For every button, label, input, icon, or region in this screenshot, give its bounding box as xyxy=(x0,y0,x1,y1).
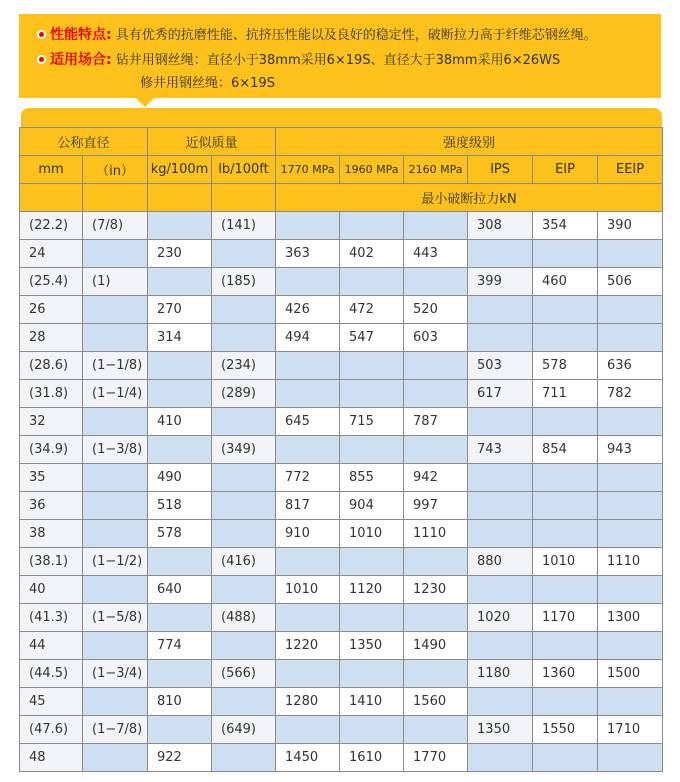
cell-grade-2160: 942 xyxy=(404,464,468,492)
cell-grade-2160 xyxy=(404,716,468,744)
cell-force-eeip xyxy=(598,688,663,716)
cell-grade-1770: 363 xyxy=(276,240,340,268)
application-text-workover: 修井用钢丝绳：6×19S xyxy=(140,76,275,91)
cell-mass-lb: (141) xyxy=(212,212,276,240)
cell-force-eeip: 636 xyxy=(598,352,663,380)
cell-force-ips: 617 xyxy=(468,380,533,408)
cell-force-ips: 308 xyxy=(468,212,533,240)
cell-diameter-mm: 38 xyxy=(20,520,83,548)
cell-force-eeip: 1110 xyxy=(598,548,663,576)
cell-grade-1770 xyxy=(276,660,340,688)
cell-diameter-in: (1−5/8) xyxy=(83,604,148,632)
cell-force-eeip: 390 xyxy=(598,212,663,240)
cell-mass-lb: (416) xyxy=(212,548,276,576)
header-kg: kg/100m xyxy=(148,156,212,184)
cell-force-eip xyxy=(533,296,598,324)
table-row xyxy=(20,296,663,324)
header-grade: 强度级别 xyxy=(276,128,663,156)
cell-grade-2160: 520 xyxy=(404,296,468,324)
cell-mass-lb: (649) xyxy=(212,716,276,744)
cell-grade-1960: 904 xyxy=(340,492,404,520)
cell-grade-1960: 547 xyxy=(340,324,404,352)
cell-mass-kg xyxy=(148,716,212,744)
cell-force-eeip xyxy=(598,408,663,436)
feature-banner xyxy=(19,14,661,98)
table-row xyxy=(20,660,663,688)
cell-force-eeip: 1500 xyxy=(598,660,663,688)
cell-grade-1960 xyxy=(340,352,404,380)
cell-mass-kg: 578 xyxy=(148,520,212,548)
table-row xyxy=(20,548,663,576)
cell-grade-1960 xyxy=(340,436,404,464)
cell-force-eip: 1360 xyxy=(533,660,598,688)
cell-diameter-mm: (41.3) xyxy=(20,604,83,632)
table-row xyxy=(20,604,663,632)
cell-diameter-mm: (34.9) xyxy=(20,436,83,464)
cell-force-eip xyxy=(533,744,598,772)
cell-grade-1960: 855 xyxy=(340,464,404,492)
application-line xyxy=(37,49,560,69)
cell-force-eip xyxy=(533,576,598,604)
cell-grade-1960: 715 xyxy=(340,408,404,436)
cell-grade-2160 xyxy=(404,380,468,408)
cell-diameter-in xyxy=(83,688,148,716)
table-row xyxy=(20,744,663,772)
cell-diameter-in: (1) xyxy=(83,268,148,296)
cell-force-eip xyxy=(533,632,598,660)
cell-diameter-mm: 36 xyxy=(20,492,83,520)
cell-grade-1960: 1010 xyxy=(340,520,404,548)
cell-grade-1770: 1450 xyxy=(276,744,340,772)
table-row xyxy=(20,352,663,380)
cell-diameter-in xyxy=(83,576,148,604)
cell-force-ips xyxy=(468,464,533,492)
cell-grade-2160: 1490 xyxy=(404,632,468,660)
cell-grade-1960: 1350 xyxy=(340,632,404,660)
table-row xyxy=(20,436,663,464)
cell-diameter-mm: 24 xyxy=(20,240,83,268)
cell-mass-kg xyxy=(148,380,212,408)
application-text-drilling: 钻井用钢丝绳：直径小于38mm采用6×19S、直径大于38mm采用6×26WS xyxy=(115,53,561,68)
cell-diameter-in: (1−7/8) xyxy=(83,716,148,744)
cell-force-eeip xyxy=(598,520,663,548)
header-2160: 2160 MPa xyxy=(404,156,468,184)
cell-force-ips xyxy=(468,240,533,268)
cell-force-ips: 1180 xyxy=(468,660,533,688)
cell-force-eip xyxy=(533,688,598,716)
header-row-2 xyxy=(20,156,663,184)
cell-grade-1960 xyxy=(340,380,404,408)
cell-mass-lb xyxy=(212,464,276,492)
cell-diameter-mm: 40 xyxy=(20,576,83,604)
cell-grade-2160: 1110 xyxy=(404,520,468,548)
cell-grade-1960 xyxy=(340,604,404,632)
table-row xyxy=(20,492,663,520)
cell-grade-1770 xyxy=(276,604,340,632)
cell-force-eeip: 782 xyxy=(598,380,663,408)
cell-grade-2160: 1230 xyxy=(404,576,468,604)
cell-mass-kg: 518 xyxy=(148,492,212,520)
cell-diameter-mm: 44 xyxy=(20,632,83,660)
cell-diameter-in: (1−1/8) xyxy=(83,352,148,380)
cell-diameter-in xyxy=(83,408,148,436)
cell-mass-kg: 314 xyxy=(148,324,212,352)
table-row xyxy=(20,212,663,240)
cell-mass-lb xyxy=(212,520,276,548)
cell-diameter-in: (1−1/4) xyxy=(83,380,148,408)
cell-mass-lb xyxy=(212,688,276,716)
performance-line xyxy=(37,24,597,44)
cell-grade-1770: 772 xyxy=(276,464,340,492)
cell-diameter-mm: (44.5) xyxy=(20,660,83,688)
cell-mass-kg: 490 xyxy=(148,464,212,492)
cell-force-eip: 1010 xyxy=(533,548,598,576)
cell-force-ips: 880 xyxy=(468,548,533,576)
cell-force-eeip: 1300 xyxy=(598,604,663,632)
table-row xyxy=(20,716,663,744)
cell-diameter-in xyxy=(83,632,148,660)
cell-diameter-mm: (25.4) xyxy=(20,268,83,296)
cell-grade-1960 xyxy=(340,548,404,576)
cell-diameter-mm: (47.6) xyxy=(20,716,83,744)
cell-mass-kg xyxy=(148,436,212,464)
table-body xyxy=(20,212,663,772)
cell-mass-lb xyxy=(212,632,276,660)
cell-mass-kg xyxy=(148,604,212,632)
cell-force-eip xyxy=(533,520,598,548)
header-blank xyxy=(148,184,212,212)
cell-diameter-mm: (31.8) xyxy=(20,380,83,408)
table-row xyxy=(20,380,663,408)
table-row xyxy=(20,576,663,604)
cell-mass-lb xyxy=(212,240,276,268)
cell-grade-1770: 1220 xyxy=(276,632,340,660)
cell-diameter-in: (1−3/8) xyxy=(83,436,148,464)
cell-grade-2160 xyxy=(404,268,468,296)
cell-grade-2160 xyxy=(404,548,468,576)
table-row xyxy=(20,464,663,492)
cell-force-eip: 354 xyxy=(533,212,598,240)
cell-grade-1960 xyxy=(340,660,404,688)
cell-grade-2160 xyxy=(404,436,468,464)
cell-force-eeip: 506 xyxy=(598,268,663,296)
application-label: 适用场合: xyxy=(50,52,112,68)
cell-force-eeip xyxy=(598,632,663,660)
cell-force-ips xyxy=(468,408,533,436)
cell-grade-1770 xyxy=(276,436,340,464)
cell-grade-1770 xyxy=(276,268,340,296)
table-row xyxy=(20,324,663,352)
cell-grade-2160: 1560 xyxy=(404,688,468,716)
header-ips: IPS xyxy=(468,156,533,184)
cell-grade-1960 xyxy=(340,212,404,240)
cell-mass-lb xyxy=(212,492,276,520)
cell-force-eip: 854 xyxy=(533,436,598,464)
header-blank xyxy=(212,184,276,212)
cell-diameter-in: (1−3/4) xyxy=(83,660,148,688)
cell-grade-2160: 443 xyxy=(404,240,468,268)
cell-grade-1770: 1010 xyxy=(276,576,340,604)
cell-diameter-mm: (22.2) xyxy=(20,212,83,240)
table-row xyxy=(20,632,663,660)
cell-force-ips xyxy=(468,632,533,660)
cell-diameter-in xyxy=(83,324,148,352)
cell-mass-lb: (566) xyxy=(212,660,276,688)
cell-grade-2160: 787 xyxy=(404,408,468,436)
header-diameter: 公称直径 xyxy=(20,128,148,156)
cell-force-eeip: 1710 xyxy=(598,716,663,744)
header-eip: EIP xyxy=(533,156,598,184)
cell-force-eeip xyxy=(598,296,663,324)
cell-force-eip xyxy=(533,324,598,352)
cell-grade-1770 xyxy=(276,212,340,240)
header-lb: lb/100ft xyxy=(212,156,276,184)
cell-diameter-in xyxy=(83,296,148,324)
cell-mass-lb xyxy=(212,324,276,352)
cell-force-eip: 460 xyxy=(533,268,598,296)
cell-force-eip xyxy=(533,492,598,520)
header-mass: 近似质量 xyxy=(148,128,276,156)
cell-diameter-in: (1−1/2) xyxy=(83,548,148,576)
cell-mass-kg: 922 xyxy=(148,744,212,772)
performance-text: 具有优秀的抗磨性能、抗挤压性能以及良好的稳定性，破断拉力高于纤维芯钢丝绳。 xyxy=(115,28,597,43)
cell-grade-1770: 645 xyxy=(276,408,340,436)
cell-force-ips xyxy=(468,520,533,548)
bullet-icon xyxy=(37,55,46,64)
cell-force-eeip xyxy=(598,240,663,268)
cell-force-eip: 578 xyxy=(533,352,598,380)
cell-force-eip: 711 xyxy=(533,380,598,408)
cell-grade-1960: 1410 xyxy=(340,688,404,716)
header-mm: mm xyxy=(20,156,83,184)
cell-diameter-in xyxy=(83,520,148,548)
header-row-3 xyxy=(20,184,663,212)
cell-grade-2160: 1770 xyxy=(404,744,468,772)
cell-grade-1770 xyxy=(276,716,340,744)
header-in: （in） xyxy=(83,156,148,184)
cell-force-eeip xyxy=(598,324,663,352)
table-row xyxy=(20,408,663,436)
cell-diameter-mm: 26 xyxy=(20,296,83,324)
application-line-2 xyxy=(140,72,275,91)
table-row xyxy=(20,240,663,268)
cell-grade-2160: 997 xyxy=(404,492,468,520)
cell-force-eeip xyxy=(598,464,663,492)
banner-notch xyxy=(136,98,154,107)
header-blank xyxy=(20,184,83,212)
bullet-icon xyxy=(37,30,46,39)
cell-force-ips xyxy=(468,492,533,520)
cell-grade-1770: 1280 xyxy=(276,688,340,716)
cell-mass-lb xyxy=(212,408,276,436)
cell-mass-kg xyxy=(148,268,212,296)
cell-diameter-in xyxy=(83,492,148,520)
cell-grade-1770: 426 xyxy=(276,296,340,324)
cell-diameter-mm: 28 xyxy=(20,324,83,352)
cell-mass-lb: (185) xyxy=(212,268,276,296)
cell-mass-lb xyxy=(212,576,276,604)
cell-mass-lb: (349) xyxy=(212,436,276,464)
cell-grade-1770 xyxy=(276,352,340,380)
cell-diameter-in xyxy=(83,744,148,772)
table-row xyxy=(20,688,663,716)
cell-mass-kg: 810 xyxy=(148,688,212,716)
cell-diameter-in: (7/8) xyxy=(83,212,148,240)
cell-force-ips xyxy=(468,324,533,352)
header-eeip: EEIP xyxy=(598,156,663,184)
cell-mass-kg xyxy=(148,212,212,240)
cell-force-eeip xyxy=(598,492,663,520)
cell-grade-2160: 603 xyxy=(404,324,468,352)
cell-mass-kg: 410 xyxy=(148,408,212,436)
cell-grade-1770 xyxy=(276,548,340,576)
cell-grade-2160 xyxy=(404,660,468,688)
cell-force-eeip: 943 xyxy=(598,436,663,464)
cell-grade-1770: 817 xyxy=(276,492,340,520)
wire-rope-spec-table xyxy=(19,127,663,772)
table-tab-strip xyxy=(21,108,662,127)
cell-force-eip: 1550 xyxy=(533,716,598,744)
cell-force-ips xyxy=(468,744,533,772)
cell-grade-1770 xyxy=(276,380,340,408)
table-row xyxy=(20,268,663,296)
cell-force-ips: 1350 xyxy=(468,716,533,744)
cell-force-ips: 743 xyxy=(468,436,533,464)
cell-mass-kg xyxy=(148,548,212,576)
cell-mass-lb: (289) xyxy=(212,380,276,408)
cell-force-ips xyxy=(468,576,533,604)
cell-force-eip xyxy=(533,408,598,436)
header-force: 最小破断拉力kN xyxy=(276,184,663,212)
cell-mass-kg: 774 xyxy=(148,632,212,660)
cell-grade-1770: 910 xyxy=(276,520,340,548)
cell-force-eip xyxy=(533,240,598,268)
cell-diameter-mm: 35 xyxy=(20,464,83,492)
cell-force-ips xyxy=(468,296,533,324)
cell-diameter-mm: 48 xyxy=(20,744,83,772)
cell-force-eeip xyxy=(598,576,663,604)
cell-grade-1960 xyxy=(340,716,404,744)
cell-diameter-mm: (28.6) xyxy=(20,352,83,380)
cell-grade-2160 xyxy=(404,604,468,632)
cell-grade-1960: 1610 xyxy=(340,744,404,772)
cell-mass-lb xyxy=(212,744,276,772)
cell-diameter-mm: 45 xyxy=(20,688,83,716)
cell-force-eip: 1170 xyxy=(533,604,598,632)
cell-grade-1960: 472 xyxy=(340,296,404,324)
cell-mass-kg xyxy=(148,660,212,688)
cell-grade-1770: 494 xyxy=(276,324,340,352)
cell-mass-kg: 270 xyxy=(148,296,212,324)
cell-diameter-mm: (38.1) xyxy=(20,548,83,576)
cell-grade-1960: 1120 xyxy=(340,576,404,604)
cell-mass-kg: 230 xyxy=(148,240,212,268)
cell-force-ips: 1020 xyxy=(468,604,533,632)
cell-diameter-mm: 32 xyxy=(20,408,83,436)
cell-force-ips xyxy=(468,688,533,716)
header-blank xyxy=(83,184,148,212)
cell-mass-lb: (234) xyxy=(212,352,276,380)
cell-force-eip xyxy=(533,464,598,492)
cell-force-eeip xyxy=(598,744,663,772)
cell-grade-2160 xyxy=(404,352,468,380)
header-row-1 xyxy=(20,128,663,156)
cell-diameter-in xyxy=(83,464,148,492)
cell-mass-kg: 640 xyxy=(148,576,212,604)
cell-mass-lb xyxy=(212,296,276,324)
cell-grade-2160 xyxy=(404,212,468,240)
cell-grade-1960: 402 xyxy=(340,240,404,268)
cell-diameter-in xyxy=(83,240,148,268)
table-row xyxy=(20,520,663,548)
cell-mass-kg xyxy=(148,352,212,380)
header-1960: 1960 MPa xyxy=(340,156,404,184)
performance-label: 性能特点: xyxy=(50,27,112,43)
header-1770: 1770 MPa xyxy=(276,156,340,184)
cell-mass-lb: (488) xyxy=(212,604,276,632)
cell-force-ips: 503 xyxy=(468,352,533,380)
cell-force-ips: 399 xyxy=(468,268,533,296)
cell-grade-1960 xyxy=(340,268,404,296)
